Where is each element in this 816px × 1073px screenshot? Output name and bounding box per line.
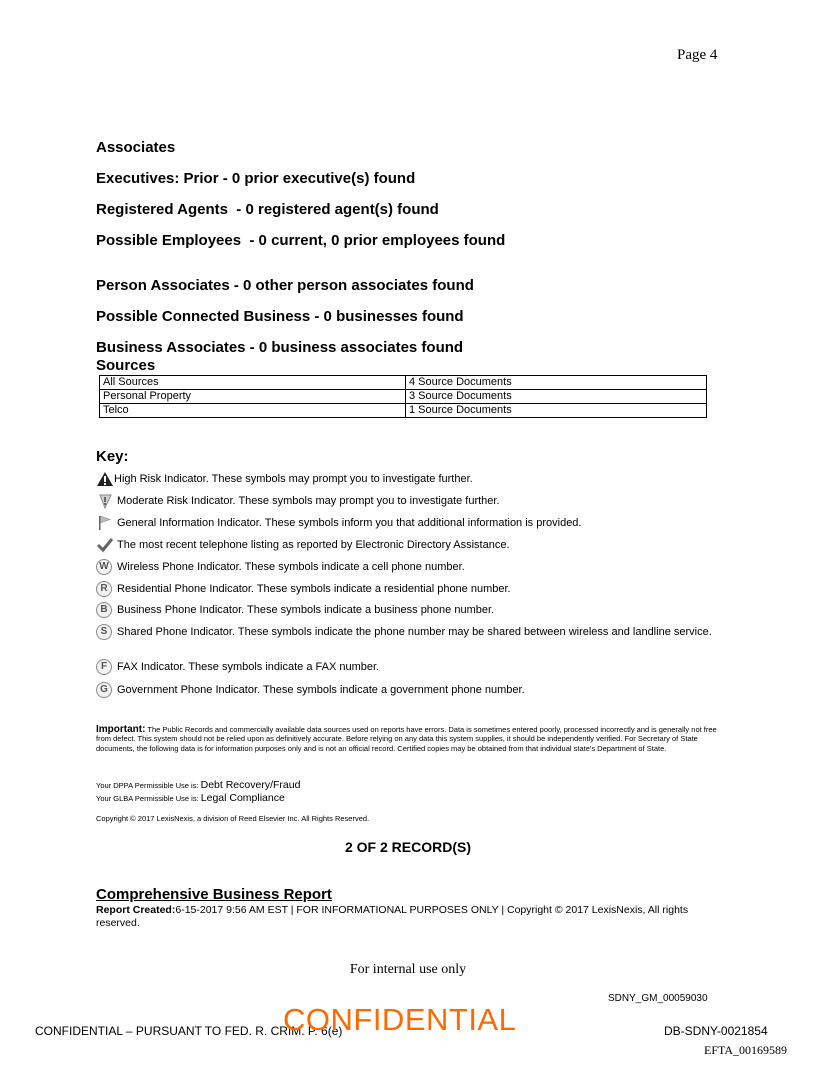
- business-phone-icon: B: [96, 602, 112, 618]
- dppa-value: Debt Recovery/Fraud: [200, 779, 301, 791]
- flag-icon: [96, 515, 114, 531]
- key-item-high-risk: [96, 471, 716, 487]
- connected-business-line: Possible Connected Business - 0 businesses found: [96, 308, 464, 325]
- key-item-residential: [96, 581, 716, 597]
- executives-line: Executives: Prior - 0 prior executive(s) found: [96, 170, 416, 187]
- shared-phone-icon: S: [96, 624, 112, 640]
- fax-icon: F: [96, 659, 112, 675]
- key-item-shared: [96, 624, 716, 640]
- glba-use: [96, 792, 285, 804]
- key-item-recent-listing: [96, 537, 716, 553]
- dppa-label: Your DPPA Permissible Use is:: [96, 781, 201, 790]
- report-created: [96, 904, 726, 930]
- government-phone-icon: G: [96, 682, 112, 698]
- dppa-use: [96, 779, 300, 791]
- source-count: 4 Source Documents: [406, 376, 707, 390]
- key-item-business: [96, 602, 716, 618]
- important-notice: [96, 725, 718, 753]
- key-text: Moderate Risk Indicator. These symbols may prompt you to investigate further.: [117, 494, 500, 507]
- key-text: FAX Indicator. These symbols indicate a FAX number.: [117, 660, 380, 673]
- source-name: Telco: [100, 404, 406, 418]
- page-number: Page 4: [677, 47, 718, 63]
- high-risk-icon: [96, 471, 114, 487]
- key-text: Wireless Phone Indicator. These symbols indicate a cell phone number.: [117, 560, 465, 573]
- key-item-government: [96, 682, 716, 698]
- glba-value: Legal Compliance: [200, 792, 285, 804]
- key-text: General Information Indicator. These symbols inform you that additional information is provided.: [117, 516, 582, 529]
- table-row: [100, 390, 707, 404]
- source-name: All Sources: [100, 376, 406, 390]
- copyright: Copyright © 2017 LexisNexis, a division of Reed Elsevier Inc. All Rights Reserved.: [96, 814, 370, 823]
- sources-table: [99, 375, 707, 418]
- key-text: Residential Phone Indicator. These symbols indicate a residential phone number.: [117, 582, 511, 595]
- key-text: The most recent telephone listing as reported by Electronic Directory Assistance.: [117, 538, 510, 551]
- key-heading: Key:: [96, 448, 129, 465]
- business-associates-line: Business Associates - 0 business associates found: [96, 339, 464, 356]
- possible-employees-line: Possible Employees - 0 current, 0 prior employees found: [96, 232, 506, 249]
- key-text: Business Phone Indicator. These symbols indicate a business phone number.: [117, 603, 495, 616]
- key-item-fax: [96, 659, 716, 675]
- sources-heading: Sources: [96, 357, 156, 374]
- table-row: [100, 404, 707, 418]
- confidential-notice: CONFIDENTIAL – PURSUANT TO FED. R. CRIM. P. 6(e): [35, 1024, 343, 1038]
- associates-heading: Associates: [96, 139, 176, 156]
- report-created-text: 6-15-2017 9:56 AM EST | FOR INFORMATIONAL PURPOSES ONLY | Copyright © 2017 LexisNexis, All rights reserved.: [96, 904, 689, 929]
- glba-label: Your GLBA Permissible Use is:: [96, 794, 201, 803]
- key-text: High Risk Indicator. These symbols may prompt you to investigate further.: [114, 472, 473, 485]
- report-created-label: Report Created:: [96, 904, 176, 916]
- confidential-stamp: CONFIDENTIAL: [283, 1002, 517, 1037]
- comprehensive-report-title: Comprehensive Business Report: [96, 886, 332, 903]
- key-text: Government Phone Indicator. These symbols indicate a government phone number.: [117, 683, 525, 696]
- wireless-phone-icon: W: [96, 559, 112, 575]
- table-row: [100, 376, 707, 390]
- source-count: 1 Source Documents: [406, 404, 707, 418]
- key-item-general-info: [96, 515, 716, 531]
- moderate-risk-icon: [96, 493, 114, 509]
- key-item-wireless: [96, 559, 716, 575]
- document-id: DB-SDNY-0021854: [664, 1024, 768, 1038]
- bates-number: SDNY_GM_00059030: [608, 993, 708, 1004]
- person-associates-line: Person Associates - 0 other person associates found: [96, 277, 474, 294]
- residential-phone-icon: R: [96, 581, 112, 597]
- source-count: 3 Source Documents: [406, 390, 707, 404]
- source-name: Personal Property: [100, 390, 406, 404]
- record-count: 2 OF 2 RECORD(S): [344, 839, 471, 855]
- key-text: Shared Phone Indicator. These symbols indicate the phone number may be shared between wireless and landline service.: [117, 625, 712, 638]
- registered-agents-line: Registered Agents - 0 registered agent(s) found: [96, 201, 439, 218]
- efta-id: EFTA_00169589: [704, 1043, 788, 1057]
- important-text: The Public Records and commercially available data sources used on reports have errors. Data is sometimes entered poorly, processed incorrectly and is generally not free from defect. This system should not be relied upon as definitively accurate. Before relying on any data this system supplies, it should be independently verified. For Secretary of State documents, the following data is for information purposes only and is not an official record. Certified copies may be obtained from that individual state's Department of State.: [96, 725, 717, 753]
- important-label: Important:: [96, 724, 146, 735]
- key-item-moderate-risk: [96, 493, 716, 509]
- checkmark-icon: [96, 537, 114, 553]
- internal-use-note: For internal use only: [349, 962, 467, 977]
